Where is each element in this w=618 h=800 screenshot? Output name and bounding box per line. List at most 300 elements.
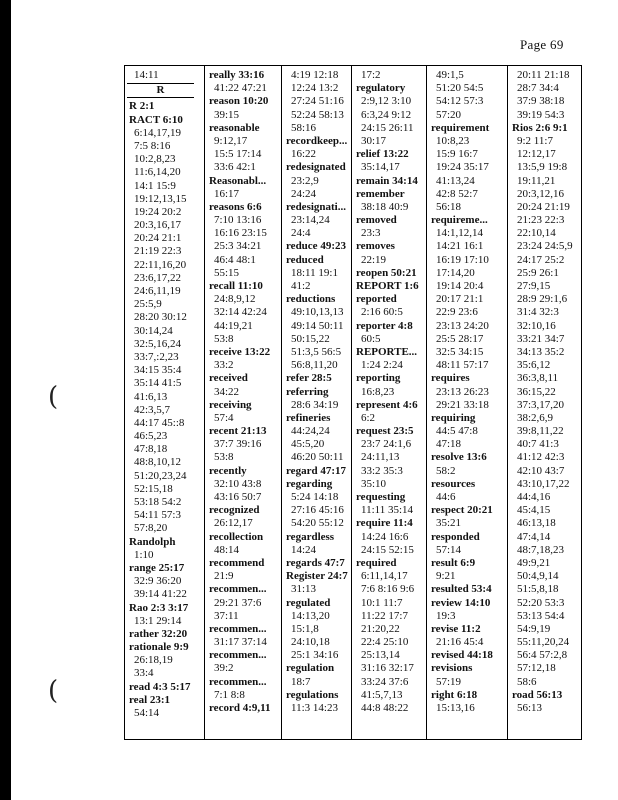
index-entry-refs: 41:2: [291, 280, 311, 292]
index-entry-refs: 22:9 23:6: [436, 306, 478, 319]
index-entry-refs: 58:6: [517, 675, 537, 688]
index-entry-refs: 25:13,14: [361, 649, 400, 662]
index-entry-refs: 49:1,5: [436, 69, 464, 81]
index-entry-refs: 53:18 54:2: [134, 496, 182, 508]
index-entry-refs: 36:3,8,11: [517, 372, 559, 385]
index-entry-refs: 10:8,23: [436, 134, 470, 147]
index-entry-refs: 10:1 11:7: [361, 596, 403, 609]
index-entry-refs: 17:2: [361, 69, 381, 81]
index-entry-term: rather 32:20: [129, 627, 188, 640]
index-entry-refs: 60:5: [361, 332, 381, 345]
index-entry-term: recognized: [209, 504, 260, 517]
index-entry-refs: 35:6,12: [517, 359, 551, 372]
index-entry-term: request 23:5: [356, 425, 414, 438]
index-entry-term: revisions: [431, 662, 473, 675]
index-entry-refs: 35:10: [361, 477, 387, 490]
index-entry-refs: 53:8: [214, 451, 234, 464]
index-column-2: [204, 66, 281, 739]
index-entry-term: regarding: [286, 477, 333, 490]
index-entry-term: represent 4:6: [356, 398, 418, 411]
index-entry-refs: 28:9 29:1,6: [517, 293, 568, 306]
index-entry-term: regards 47:7: [286, 556, 345, 569]
index-entry-refs: 32:9 36:20: [134, 575, 182, 588]
index-entry-refs: 44:4,16: [517, 491, 551, 503]
index-entry-term: regulation: [286, 662, 335, 675]
word-index-table: [124, 65, 582, 740]
index-entry-refs: 23:24 24:5,9: [517, 240, 573, 253]
index-entry-refs: 18:7: [291, 675, 311, 688]
index-entry-refs: 52:20 53:3: [517, 596, 565, 609]
index-entry-refs: 6:14,17,19: [134, 126, 182, 139]
index-entry-refs: 57:19: [436, 675, 462, 688]
index-entry-term: respect 20:21: [431, 504, 493, 517]
index-entry-refs: 33:6 42:1: [214, 161, 256, 174]
index-entry-term: regulations: [286, 688, 339, 701]
index-entry-term: refineries: [286, 411, 331, 424]
index-entry-term: review 14:10: [431, 596, 491, 609]
index-entry-term: requirement: [431, 121, 490, 134]
index-entry-refs: 2:16 60:5: [361, 306, 403, 319]
index-entry-refs: 20:3,12,16: [517, 187, 565, 200]
index-entry-term: requireme...: [431, 214, 488, 227]
index-entry-term: regulated: [286, 596, 331, 609]
index-entry-refs: 26:12,17: [214, 517, 253, 530]
index-entry-refs: 49:10,13,13: [291, 306, 344, 319]
index-entry-refs: 34:22: [214, 385, 240, 398]
index-entry-refs: 1:24 2:24: [361, 359, 403, 372]
index-entry-refs: 25:5 28:17: [436, 332, 484, 345]
index-entry-refs: 7:5 8:16: [134, 139, 171, 152]
index-entry-term: road 56:13: [512, 688, 563, 701]
index-entry-refs: 7:6 8:16 9:6: [361, 583, 415, 596]
index-entry-refs: 41:6,13: [134, 390, 168, 403]
index-entry-refs: 32:5,16,24: [134, 337, 182, 350]
index-entry-refs: 13:5,9 19:8: [517, 161, 568, 174]
index-entry-term: refer 28:5: [286, 372, 332, 385]
index-entry-refs: 19:3: [436, 609, 456, 622]
index-entry-term: rationale 9:9: [129, 641, 189, 654]
index-entry-term: revise 11:2: [431, 622, 481, 635]
index-entry-refs: 32:10,16: [517, 319, 556, 332]
index-entry-refs: 48:8,10,12: [134, 456, 182, 469]
index-entry-refs: 43:16 50:7: [214, 491, 262, 503]
index-entry-refs: 42:10 43:7: [517, 464, 565, 477]
index-entry-refs: 57:14: [436, 543, 462, 556]
index-entry-refs: 46:4 48:1: [214, 253, 256, 266]
index-entry-refs: 41:5,7,13: [361, 688, 403, 701]
index-entry-refs: 37:3,17,20: [517, 398, 565, 411]
margin-bracket-mark: (: [48, 382, 59, 412]
index-entry-term: relief 13:22: [356, 148, 409, 161]
index-entry-refs: 2:9,12 3:10: [361, 95, 412, 108]
index-entry-refs: 19:24 35:17: [436, 161, 489, 174]
index-entry-refs: 25:1 34:16: [291, 649, 339, 662]
binding-edge: [0, 0, 11, 800]
index-entry-refs: 23:13 26:23: [436, 385, 489, 398]
index-entry-refs: 25:9 26:1: [517, 266, 559, 279]
index-entry-term: resulted 53:4: [431, 583, 492, 596]
index-entry-term: reporter 4:8: [356, 319, 413, 332]
index-entry-refs: 20:24 21:19: [517, 200, 570, 213]
index-entry-refs: 33:7,:2,23: [134, 350, 179, 363]
index-entry-refs: 11:22 17:7: [361, 609, 408, 622]
index-entry-refs: 4:19 12:18: [291, 69, 339, 81]
index-entry-refs: 43:10,17,22: [517, 477, 570, 490]
index-entry-refs: 27:16 45:16: [291, 504, 344, 517]
index-entry-refs: 16:17: [214, 187, 240, 200]
index-entry-term: remain 34:14: [356, 174, 418, 187]
index-entry-term: regardless: [286, 530, 335, 543]
index-entry-refs: 58:16: [291, 121, 317, 134]
index-entry-refs: 13:1 29:14: [134, 614, 182, 627]
index-entry-refs: 32:14 42:24: [214, 306, 267, 319]
index-entry-refs: 46:13,18: [517, 517, 556, 530]
index-entry-refs: 31:13: [291, 583, 317, 596]
index-entry-refs: 24:6,11,19: [134, 285, 181, 297]
index-entry-term: right 6:18: [431, 688, 478, 701]
index-entry-refs: 1:10: [134, 548, 154, 561]
index-entry-term: reasonable: [209, 121, 260, 134]
index-entry-refs: 16:19 17:10: [436, 253, 489, 266]
index-entry-refs: 27:24 51:16: [291, 95, 344, 108]
index-entry-refs: 44:6: [436, 491, 456, 503]
index-entry-refs: 38:2,6,9: [517, 411, 554, 424]
index-entry-refs: 52:15,18: [134, 482, 173, 495]
index-entry-term: receive 13:22: [209, 345, 271, 358]
index-entry-refs: 35:21: [436, 517, 462, 530]
index-entry-refs: 31:17 37:14: [214, 636, 267, 649]
index-entry-refs: 14:24: [291, 543, 317, 556]
index-entry-term: removes: [356, 240, 395, 253]
index-entry-refs: 10:2,8,23: [134, 153, 176, 166]
index-entry-refs: 56:18: [436, 200, 462, 213]
index-entry-refs: 44:24,24: [291, 425, 330, 438]
index-entry-term: requires: [431, 372, 470, 385]
index-entry-refs: 55:15: [214, 266, 240, 279]
index-entry-refs: 21:9: [214, 570, 234, 583]
index-entry-refs: 15:9 16:7: [436, 148, 478, 161]
index-entry-term: Reasonabl...: [209, 174, 267, 187]
index-entry-refs: 41:22 47:21: [214, 82, 267, 95]
index-entry-refs: 51:20,23,24: [134, 469, 187, 482]
index-entry-term: revised 44:18: [431, 649, 493, 662]
index-entry-refs: 33:24 37:6: [361, 675, 409, 688]
index-entry-refs: 49:14 50:11: [291, 319, 344, 332]
index-entry-refs: 24:15 26:11: [361, 121, 414, 134]
index-entry-refs: 14:13,20: [291, 609, 330, 622]
index-entry-term: recommen...: [209, 675, 267, 688]
index-entry-term: require 11:4: [356, 517, 413, 530]
index-entry-refs: 9:2 11:7: [517, 134, 553, 147]
index-entry-refs: 46:20 50:11: [291, 451, 344, 464]
index-entry-refs: 11:11 35:14: [361, 504, 414, 517]
section-letter-heading: R: [127, 83, 194, 98]
index-entry-refs: 46:5,23: [134, 430, 168, 443]
index-entry-refs: 54:9,19: [517, 622, 551, 635]
index-entry-term: range 25:17: [129, 561, 185, 574]
index-entry-refs: 33:2 35:3: [361, 464, 403, 477]
index-entry-refs: 16:22: [291, 148, 317, 161]
index-entry-refs: 30:17: [361, 134, 387, 147]
index-entry-refs: 37:11: [214, 609, 239, 622]
index-entry-refs: 44:19,21: [214, 319, 253, 332]
index-entry-refs: 21:23 22:3: [517, 214, 565, 227]
index-entry-refs: 44:5 47:8: [436, 425, 478, 438]
index-entry-term: reopen 50:21: [356, 266, 417, 279]
index-entry-term: reported: [356, 293, 397, 306]
index-entry-refs: 45:4,15: [517, 504, 551, 517]
index-entry-refs: 21:16 45:4: [436, 636, 484, 649]
index-entry-term: recommen...: [209, 622, 267, 635]
index-entry-term: removed: [356, 214, 397, 227]
index-entry-refs: 9:12,17: [214, 134, 248, 147]
index-entry-term: read 4:3 5:17: [129, 680, 191, 693]
index-entry-refs: 12:12,17: [517, 148, 556, 161]
index-entry-refs: 21:20,22: [361, 622, 400, 635]
index-entry-refs: 16:8,23: [361, 385, 395, 398]
index-entry-refs: 56:13: [517, 702, 543, 714]
index-entry-term: regard 47:17: [286, 464, 346, 477]
index-entry-refs: 49:9,21: [517, 556, 551, 569]
index-entry-refs: 58:2: [436, 464, 456, 477]
index-entry-refs: 16:16 23:15: [214, 227, 267, 240]
index-entry-refs: 14:24 16:6: [361, 530, 409, 543]
index-entry-refs: 34:13 35:2: [517, 345, 565, 358]
index-entry-refs: 24:8,9,12: [214, 293, 256, 306]
index-entry-refs: 11:6,14,20: [134, 166, 181, 179]
index-column-3: [281, 66, 351, 739]
index-entry-refs: 14:1,12,14: [436, 227, 484, 240]
index-entry-refs: 22:4 25:10: [361, 636, 409, 649]
index-entry-term: reason 10:20: [209, 95, 269, 108]
index-entry-refs: 20:24 21:1: [134, 232, 182, 245]
index-entry-term: required: [356, 556, 397, 569]
index-entry-refs: 20:3,16,17: [134, 219, 182, 232]
index-entry-term: requiring: [431, 411, 476, 424]
index-entry-refs: 57:4: [214, 411, 234, 424]
index-entry-refs: 39:2: [214, 662, 234, 675]
index-entry-refs: 33:4: [134, 667, 154, 680]
index-entry-refs: 42:8 52:7: [436, 187, 478, 200]
index-entry-term: reduced: [286, 253, 324, 266]
index-entry-term: Rios 2:6 9:1: [512, 121, 568, 134]
index-column-4: [351, 66, 426, 739]
index-entry-refs: 48:7,18,23: [517, 543, 565, 556]
index-entry-term: regulatory: [356, 82, 406, 95]
index-entry-refs: 39:19 54:3: [517, 108, 565, 121]
index-entry-refs: 6:11,14,17: [361, 570, 408, 583]
index-entry-refs: 47:18: [436, 438, 462, 451]
index-entry-refs: 15:5 17:14: [214, 148, 262, 161]
index-entry-refs: 48:11 57:17: [436, 359, 489, 372]
index-entry-term: resolve 13:6: [431, 451, 487, 464]
index-entry-term: Register 24:7: [286, 570, 348, 583]
index-entry-refs: 24:10,18: [291, 636, 330, 649]
index-entry-refs: 24:4: [291, 227, 311, 240]
index-entry-refs: 35:14 41:5: [134, 377, 182, 390]
index-entry-refs: 22:19: [361, 253, 387, 266]
index-entry-term: reduce 49:23: [286, 240, 346, 253]
index-entry-refs: 51:20 54:5: [436, 82, 484, 95]
index-entry-refs: 39:15: [214, 108, 240, 121]
index-entry-refs: 36:15,22: [517, 385, 556, 398]
index-entry-refs: 24:24: [291, 187, 317, 200]
index-entry-refs: 51:3,5 56:5: [291, 345, 342, 358]
index-column-1: [125, 66, 204, 739]
index-entry-term: REPORTE...: [356, 345, 418, 358]
index-entry-refs: 54:14: [134, 707, 160, 719]
index-entry-refs: 55:11,20,24: [517, 636, 570, 649]
index-entry-term: recently: [209, 464, 247, 477]
index-entry-term: reporting: [356, 372, 401, 385]
index-entry-term: RACT 6:10: [129, 113, 183, 126]
index-column-6: [507, 66, 583, 739]
index-entry-term: REPORT 1:6: [356, 280, 419, 292]
index-entry-term: recommen...: [209, 649, 267, 662]
index-entry-refs: 30:14,24: [134, 324, 173, 337]
index-entry-term: record 4:9,11: [209, 702, 271, 714]
index-entry-refs: 48:14: [214, 543, 240, 556]
index-entry-refs: 12:24 13:2: [291, 82, 339, 95]
index-entry-refs: 14:11: [134, 69, 159, 81]
index-entry-refs: 53:13 54:4: [517, 609, 565, 622]
index-entry-term: recommen...: [209, 583, 267, 596]
index-entry-refs: 57:20: [436, 108, 462, 121]
index-entry-term: recollection: [209, 530, 264, 543]
index-entry-refs: 22:10,14: [517, 227, 556, 240]
index-entry-term: redesignated: [286, 161, 346, 174]
index-entry-refs: 31:16 32:17: [361, 662, 414, 675]
index-entry-term: recommend: [209, 556, 265, 569]
index-entry-refs: 21:19 22:3: [134, 245, 182, 258]
index-entry-refs: 32:10 43:8: [214, 477, 262, 490]
index-entry-refs: 39:8,11,22: [517, 425, 564, 438]
index-entry-refs: 23:13 24:20: [436, 319, 489, 332]
index-entry-refs: 19:11,21: [517, 174, 556, 187]
index-entry-term: resources: [431, 477, 476, 490]
index-entry-refs: 38:18 40:9: [361, 200, 409, 213]
index-entry-refs: 54:11 57:3: [134, 509, 181, 522]
index-entry-refs: 50:15,22: [291, 332, 330, 345]
index-entry-refs: 18:11 19:1: [291, 266, 338, 279]
index-entry-refs: 23:14,24: [291, 214, 330, 227]
index-entry-refs: 44:17 45::8: [134, 416, 185, 429]
index-entry-refs: 52:24 58:13: [291, 108, 344, 121]
index-entry-term: receiving: [209, 398, 252, 411]
index-entry-refs: 19:12,13,15: [134, 192, 187, 205]
index-entry-term: Rao 2:3 3:17: [129, 601, 189, 614]
index-entry-refs: 15:1,8: [291, 622, 319, 635]
index-entry-refs: 33:21 34:7: [517, 332, 565, 345]
index-entry-refs: 24:15 52:15: [361, 543, 414, 556]
margin-bracket-mark: (: [48, 676, 59, 706]
index-entry-refs: 28:20 30:12: [134, 311, 187, 324]
index-entry-term: requesting: [356, 491, 406, 503]
index-entry-refs: 42:3,5,7: [134, 403, 171, 416]
index-entry-refs: 23:3: [361, 227, 381, 240]
index-entry-refs: 53:8: [214, 332, 234, 345]
index-entry-refs: 37:9 38:18: [517, 95, 565, 108]
index-entry-refs: 7:10 13:16: [214, 214, 262, 227]
index-entry-refs: 25:5,9: [134, 298, 162, 311]
index-entry-refs: 24:11,13: [361, 451, 400, 464]
page-number: Page 69: [520, 37, 564, 52]
index-entry-refs: 7:1 8:8: [214, 688, 245, 701]
index-column-5: [426, 66, 507, 739]
index-entry-refs: 40:7 41:3: [517, 438, 559, 451]
index-entry-refs: 44:8 48:22: [361, 702, 409, 714]
index-entry-refs: 47:8,18: [134, 443, 168, 456]
index-entry-refs: 39:14 41:22: [134, 588, 187, 601]
index-entry-refs: 28:7 34:4: [517, 82, 559, 95]
index-entry-refs: 14:21 16:1: [436, 240, 484, 253]
index-entry-term: real 23:1: [129, 693, 171, 706]
index-entry-refs: 47:4,14: [517, 530, 551, 543]
index-entry-refs: 50:4,9,14: [517, 570, 559, 583]
index-entry-term: referring: [286, 385, 329, 398]
index-entry-refs: 26:18,19: [134, 654, 173, 667]
index-entry-refs: 37:7 39:16: [214, 438, 262, 451]
index-entry-refs: 20:11 21:18: [517, 69, 570, 81]
index-entry-refs: 57:8,20: [134, 522, 168, 535]
index-entry-refs: 25:3 34:21: [214, 240, 262, 253]
index-entry-refs: 23:2,9: [291, 174, 319, 187]
index-entry-refs: 5:24 14:18: [291, 491, 339, 503]
index-entry-refs: 22:11,16,20: [134, 258, 187, 271]
index-entry-refs: 29:21 37:6: [214, 596, 262, 609]
index-entry-refs: 6:3,24 9:12: [361, 108, 412, 121]
index-entry-refs: 57:12,18: [517, 662, 556, 675]
index-entry-term: really 33:16: [209, 69, 265, 81]
index-entry-refs: 56:8,11,20: [291, 359, 338, 372]
index-entry-refs: 41:12 42:3: [517, 451, 565, 464]
index-entry-term: recordkeep...: [286, 134, 348, 147]
index-entry-refs: 14:1 15:9: [134, 179, 176, 192]
index-entry-term: remember: [356, 187, 405, 200]
index-entry-refs: 54:12 57:3: [436, 95, 484, 108]
index-entry-refs: 9:21: [436, 570, 456, 583]
index-entry-refs: 56:4 57:2,8: [517, 649, 568, 662]
index-entry-term: redesignati...: [286, 200, 346, 213]
index-entry-refs: 54:20 55:12: [291, 517, 344, 530]
index-entry-refs: 34:15 35:4: [134, 364, 182, 377]
index-entry-refs: 35:14,17: [361, 161, 400, 174]
index-entry-refs: 24:17 25:2: [517, 253, 565, 266]
index-entry-refs: 23:7 24:1,6: [361, 438, 412, 451]
index-entry-refs: 15:13,16: [436, 702, 475, 714]
index-entry-refs: 19:14 20:4: [436, 280, 484, 292]
index-entry-refs: 31:4 32:3: [517, 306, 559, 319]
index-entry-refs: 19:24 20:2: [134, 205, 182, 218]
index-entry-term: Randolph: [129, 535, 176, 548]
index-entry-refs: 33:2: [214, 359, 234, 372]
index-entry-refs: 6:2: [361, 411, 376, 424]
index-entry-refs: 29:21 33:18: [436, 398, 489, 411]
index-entry-refs: 23:6,17,22: [134, 271, 182, 284]
index-entry-refs: 28:6 34:19: [291, 398, 339, 411]
index-entry-term: R 2:1: [129, 100, 155, 113]
index-entry-term: recent 21:13: [209, 425, 267, 438]
index-entry-refs: 51:5,8,18: [517, 583, 559, 596]
index-entry-term: recall 11:10: [209, 280, 263, 292]
index-entry-refs: 41:13,24: [436, 174, 475, 187]
index-entry-term: reasons 6:6: [209, 200, 262, 213]
index-entry-term: reductions: [286, 293, 336, 306]
index-entry-refs: 27:9,15: [517, 280, 551, 292]
index-entry-term: responded: [431, 530, 480, 543]
index-entry-refs: 32:5 34:15: [436, 345, 484, 358]
index-entry-refs: 45:5,20: [291, 438, 325, 451]
